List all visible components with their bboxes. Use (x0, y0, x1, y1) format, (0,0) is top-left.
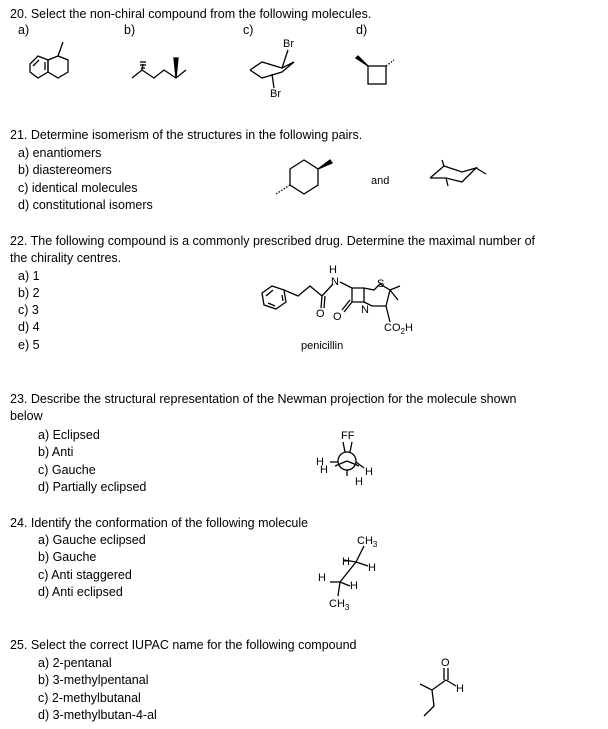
q22-caption: penicillin (301, 340, 344, 352)
q24-option-d[interactable]: d) Anti eclipsed (38, 585, 123, 599)
q23-atom-ff: FF (341, 430, 355, 442)
q25-question: 25. Select the correct IUPAC name for the following compound (10, 638, 357, 652)
q24-question: 24. Identify the conformation of the following molecule (10, 516, 309, 530)
q25-option-d[interactable]: d) 3-methylbutan-4-al (38, 708, 157, 722)
q22-atom-s: S (377, 278, 385, 290)
q24-atom-h1: H (342, 556, 350, 568)
q23-option-b[interactable]: b) Anti (38, 445, 74, 459)
q23-option-c[interactable]: c) Gauche (38, 463, 96, 477)
q22-question-line2: the chirality centres. (10, 251, 122, 265)
q25-option-c[interactable]: c) 2-methylbutanal (38, 691, 141, 705)
q22-option-a[interactable]: a) 1 (18, 269, 40, 283)
q22-atom-o-amide: O (316, 308, 325, 320)
q25-atom-h: H (456, 683, 464, 695)
q24-atom-h4: H (350, 580, 358, 592)
q20-c-br-top: Br (283, 38, 294, 50)
q22-question-line1: 22. The following compound is a commonly prescribed drug. Determine the maximal number of (10, 234, 536, 248)
q21-option-a[interactable]: a) enantiomers (18, 146, 102, 160)
q20-option-c[interactable]: c) (243, 23, 254, 37)
q22-option-e[interactable]: e) 5 (18, 338, 40, 352)
q22-option-d[interactable]: d) 4 (18, 320, 40, 334)
q23-question-line1: 23. Describe the structural representation of the Newman projection for the molecule shown (10, 392, 517, 406)
q23-atom-h3: H (365, 466, 373, 478)
q21-option-d[interactable]: d) constitutional isomers (18, 198, 153, 212)
q25-option-a[interactable]: a) 2-pentanal (38, 656, 112, 670)
q22-atom-co2h: $CO_2H$ (384, 322, 413, 336)
q22-atom-h: H (329, 264, 337, 276)
q24-atom-h2: H (368, 562, 376, 574)
q23-option-d[interactable]: d) Partially eclipsed (38, 480, 147, 494)
q22-atom-n-ring: N (361, 304, 369, 316)
q25-option-b[interactable]: b) 3-methylpentanal (38, 673, 149, 687)
q21-and: and (371, 175, 390, 187)
q25-atom-o: O (441, 657, 450, 669)
q24-option-a[interactable]: a) Gauche eclipsed (38, 533, 146, 547)
q23-question-line2: below (10, 409, 43, 423)
q21-option-c[interactable]: c) identical molecules (18, 181, 138, 195)
q20-option-d[interactable]: d) (356, 23, 368, 37)
q22-atom-o-lactam: O (333, 311, 342, 323)
q24-atom-h3: H (318, 572, 326, 584)
q20-option-b[interactable]: b) (124, 23, 136, 37)
q21-option-b[interactable]: b) diastereomers (18, 163, 112, 177)
q22-atom-n-amide: N (331, 276, 339, 288)
q20-option-a[interactable]: a) (18, 23, 30, 37)
q23-option-a[interactable]: a) Eclipsed (38, 428, 100, 442)
q23-atom-h2: H (320, 464, 328, 476)
q23-atom-h4: H (355, 476, 363, 488)
q24-option-b[interactable]: b) Gauche (38, 550, 97, 564)
q24-atom-ch3-top: $CH_3$ (357, 535, 378, 549)
q22-option-c[interactable]: c) 3 (18, 303, 39, 317)
q22-option-b[interactable]: b) 2 (18, 286, 40, 300)
q23-atom-h1: H (316, 456, 324, 468)
q24-option-c[interactable]: c) Anti staggered (38, 568, 132, 582)
q20-question: 20. Select the non-chiral compound from the following molecules. (10, 7, 372, 21)
q21-question: 21. Determine isomerism of the structures in the following pairs. (10, 128, 363, 142)
q24-atom-ch3-bottom: $CH_3$ (329, 598, 350, 612)
q20-c-br-bottom: Br (270, 88, 281, 100)
